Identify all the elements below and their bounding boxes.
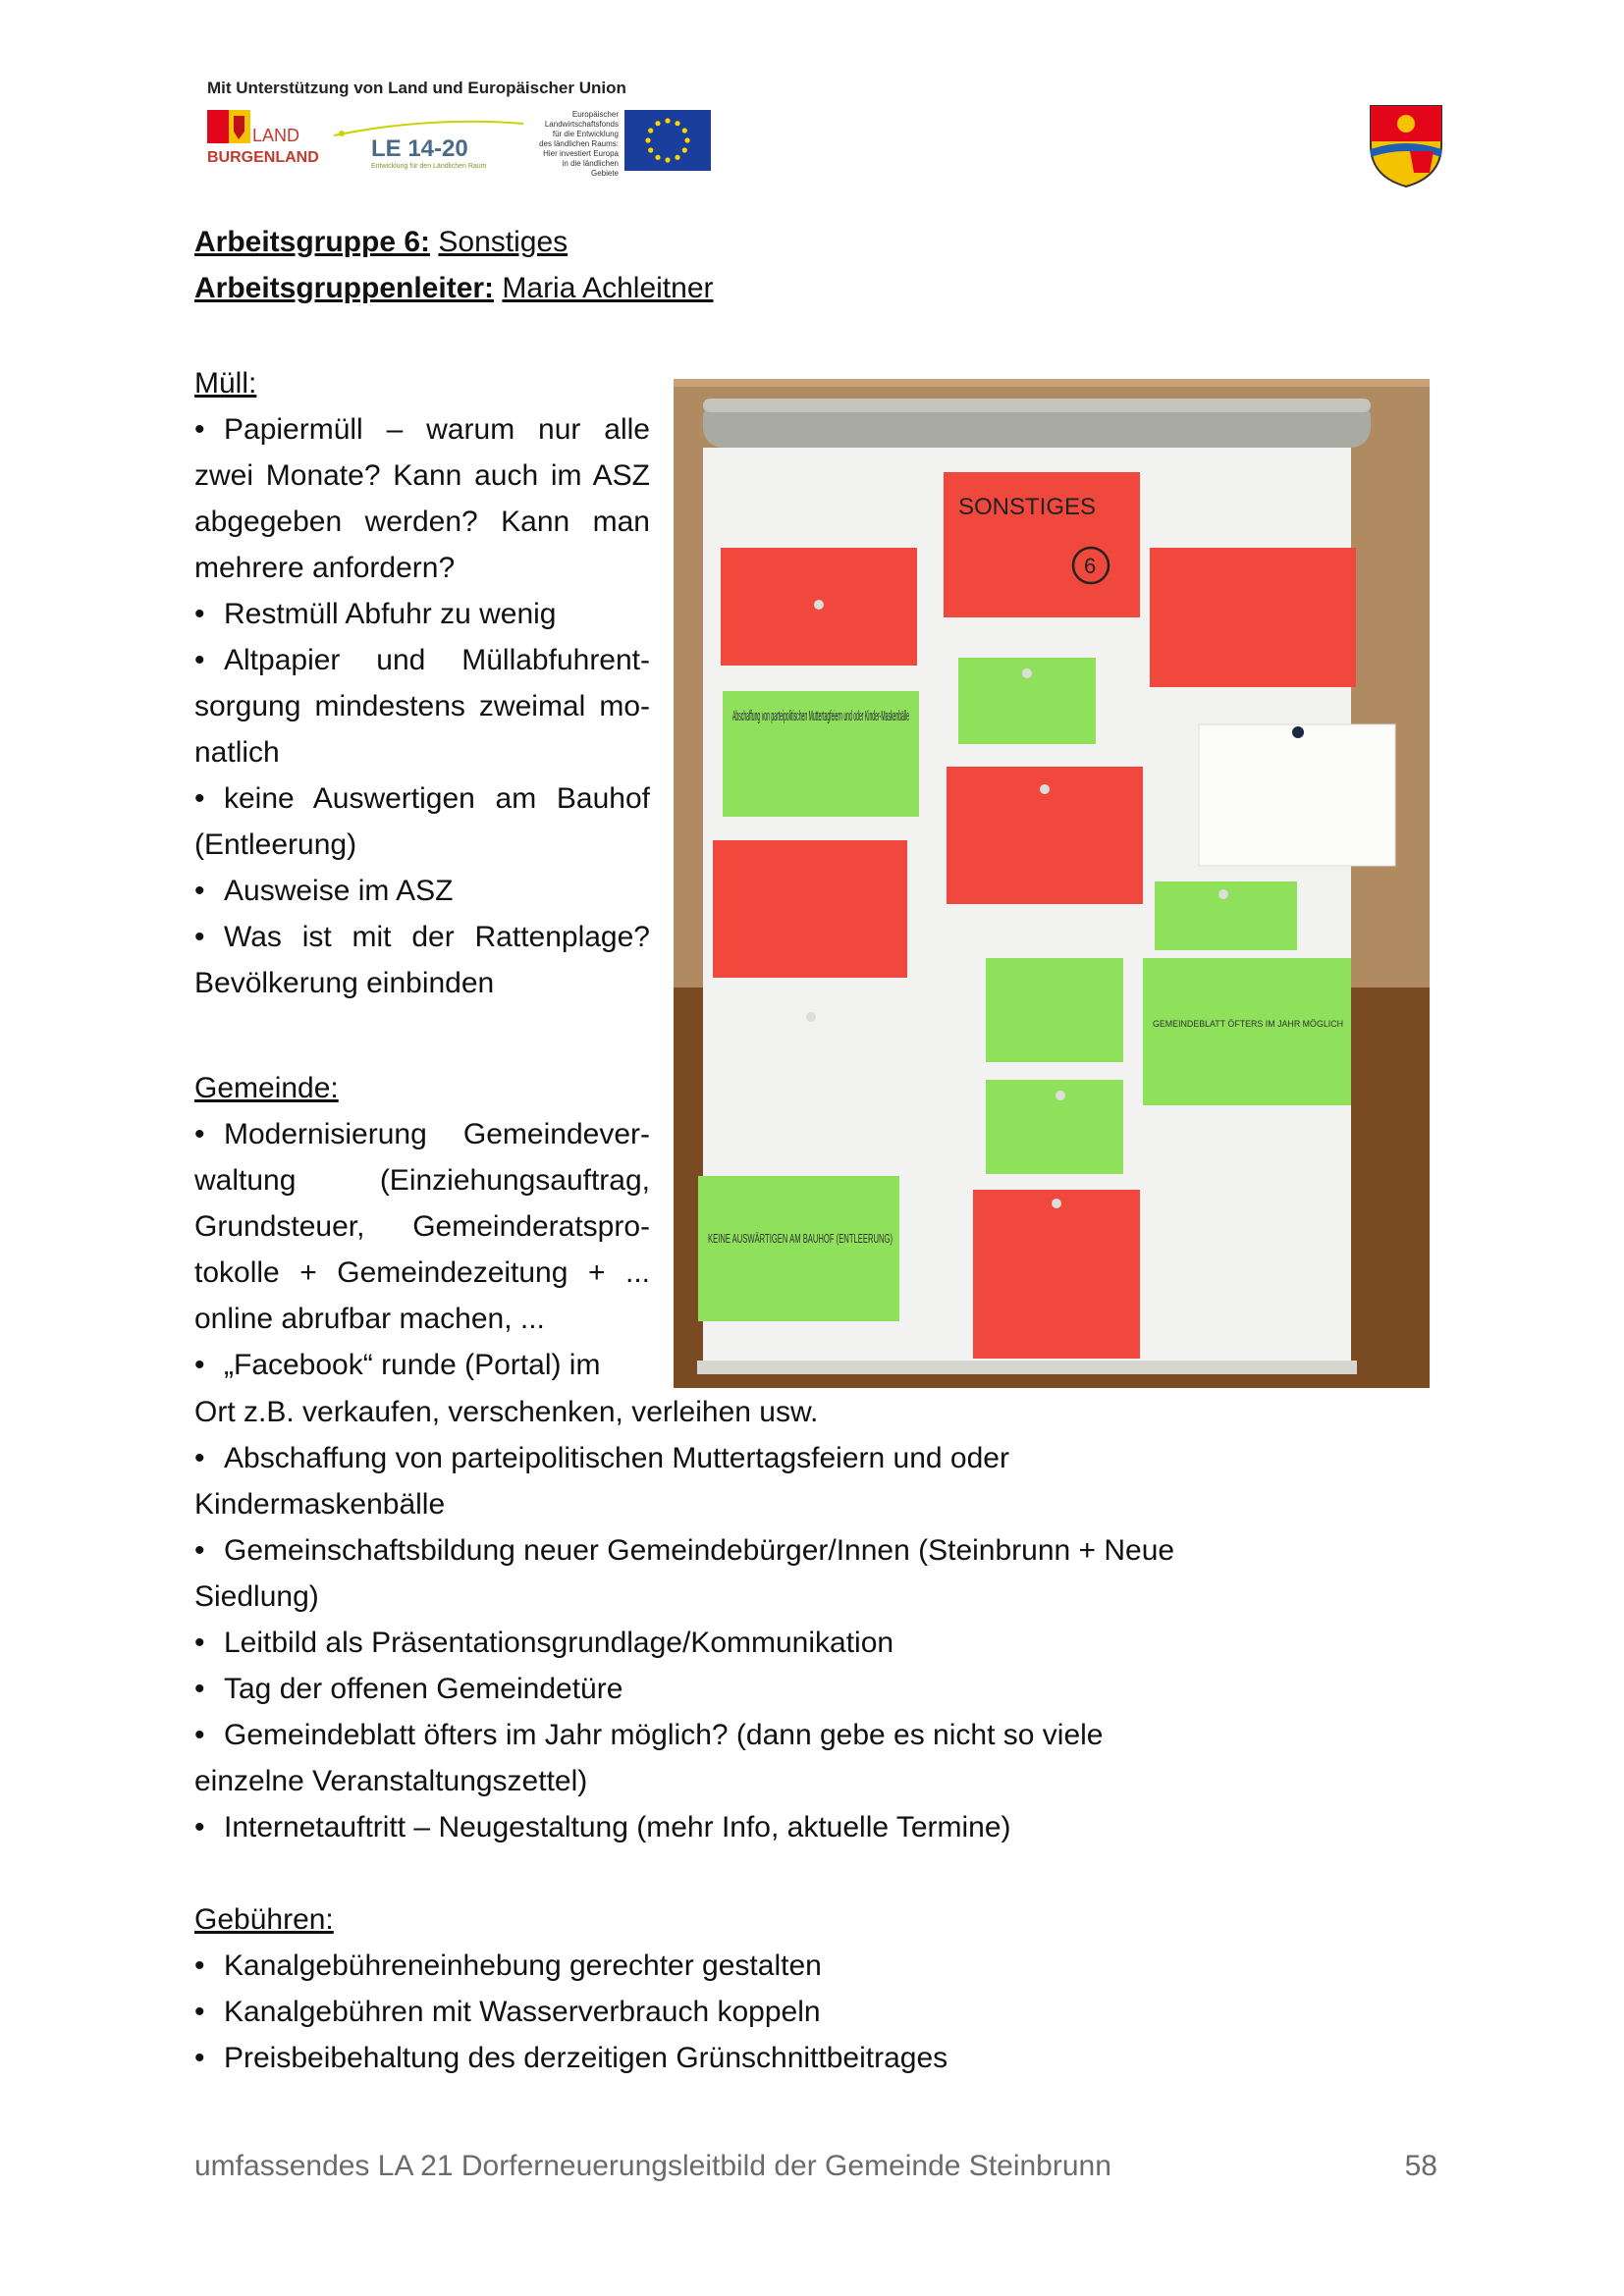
list-item: • Leitbild als Präsentationsgrundlage/Kommunikation — [194, 1620, 1176, 1666]
support-text: Mit Unterstützung von Land und Europäischer Union — [207, 79, 626, 97]
list-item: • Gemeindeblatt öfters im Jahr möglich? (dann gebe es nicht so viele einzelne Veranstaltungszettel) — [194, 1712, 1176, 1804]
section-title-gemeinde: Gemeinde: — [194, 1072, 339, 1104]
leader-label: Arbeitsgruppenleiter: — [194, 272, 495, 304]
list-item: • keine Auswertigen am Bauhof (Entleerung) — [194, 775, 650, 868]
list-item: • Papiermüll – warum nur alle zwei Monate? Kann auch im ASZ abgegeben werden? Kann man mehrere anfordern? — [194, 406, 650, 591]
logo-le — [332, 116, 528, 175]
page-number: 58 — [1404, 2150, 1437, 2182]
list-item: • Ausweise im ASZ — [194, 868, 650, 914]
section-title-muell: Müll: — [194, 367, 257, 400]
list-item: • Restmüll Abfuhr zu wenig — [194, 591, 650, 637]
logo-le-text: LE 14-20 — [371, 135, 468, 162]
eu-star-icon — [684, 137, 689, 142]
list-item: • „Facebook“ runde (Portal) im — [194, 1342, 650, 1388]
list-item: • Abschaffung von parteipolitischen Muttertagsfeiern und oder Kindermaskenbälle — [194, 1435, 1176, 1527]
eu-star-icon — [655, 155, 660, 160]
logo-burgenland — [207, 110, 320, 173]
list-item: • Gemeinschaftsbildung neuer Gemeindebürger/Innen (Steinbrunn + Neue Siedlung) — [194, 1527, 1176, 1620]
logo-le-subtext: Entwicklung für den Ländlichen Raum — [371, 163, 487, 170]
list-item: • Tag der offenen Gemeindetüre — [194, 1666, 1176, 1712]
eu-fund-text: Europäischer Landwirtschaftsfonds für die Entwicklung des ländlichen Raums: Hier investiert Europa in die ländlichen Gebiete — [539, 110, 619, 178]
list-item: • Modernisierung Gemeindever-waltung (Einziehungsauftrag, Grundsteuer, Gemeinderatspro-tokolle + Gemeindezeitung + ... online abrufbar machen, ... — [194, 1111, 650, 1342]
flipchart-photo — [674, 379, 1430, 1388]
eu-star-icon — [682, 128, 687, 133]
list-item: • Kanalgebühreneinhebung gerechter gestalten — [194, 1943, 1176, 1989]
eu-star-icon — [648, 147, 653, 152]
list-item: • Kanalgebühren mit Wasserverbrauch koppeln — [194, 1989, 1176, 2035]
list-item: • Internetauftritt – Neugestaltung (mehr Info, aktuelle Termine) — [194, 1804, 1176, 1850]
section-muell — [194, 360, 650, 1006]
group-label: Arbeitsgruppe 6: — [194, 226, 431, 258]
logo-land-text: LAND — [252, 126, 300, 145]
title-card-number: 6 — [1084, 554, 1097, 578]
eu-star-icon — [675, 155, 679, 160]
section-gemeinde-wide — [194, 1389, 1176, 1850]
card-text-bauhof: KEINE AUSWÄRTIGEN AM BAUHOF (ENTLEERUNG) — [708, 1231, 893, 1246]
eu-star-icon — [648, 128, 653, 133]
eu-star-icon — [655, 121, 660, 126]
list-item: • Preisbeibehaltung des derzeitigen Grünschnittbeitrages — [194, 2035, 1176, 2081]
eu-star-icon — [665, 157, 670, 162]
eu-star-icon — [665, 118, 670, 123]
section-title-gebuehren: Gebühren: — [194, 1903, 334, 1936]
group-value: Sonstiges — [438, 226, 568, 258]
eu-star-icon — [675, 121, 679, 126]
card-text-abschaffung: Abschaffung von parteipolitischen Muttertagfeiern und oder Kinder-Maskenbälle — [732, 708, 909, 724]
eu-star-icon — [682, 147, 687, 152]
section-gebuehren — [194, 1896, 1176, 2081]
list-item: • Altpapier und Müllabfuhrent-sorgung mindestens zweimal mo-natlich — [194, 637, 650, 775]
list-item: • Was ist mit der Rattenplage? Bevölkerung einbinden — [194, 914, 650, 1006]
title-card-text: SONSTIGES — [958, 494, 1097, 520]
card-text-gemeindeblatt: GEMEINDEBLATT ÖFTERS IM JAHR MÖGLICH — [1153, 1019, 1343, 1029]
flipchart-illustration — [674, 379, 1430, 1388]
eu-star-icon — [645, 137, 650, 142]
list-item-continuation: Ort z.B. verkaufen, verschenken, verleihen usw. — [194, 1396, 819, 1428]
footer-text: umfassendes LA 21 Dorferneuerungsleitbild der Gemeinde Steinbrunn — [194, 2150, 1111, 2182]
group-heading — [194, 226, 568, 259]
eu-flag-icon — [624, 110, 711, 171]
page-footer — [194, 2150, 1437, 2183]
coat-of-arms-icon — [1367, 102, 1445, 188]
logo-burgenland-text: BURGENLAND — [207, 149, 319, 166]
leader-value: Maria Achleitner — [502, 272, 714, 304]
leader-heading — [194, 272, 714, 305]
section-gemeinde-narrow — [194, 1065, 650, 1388]
